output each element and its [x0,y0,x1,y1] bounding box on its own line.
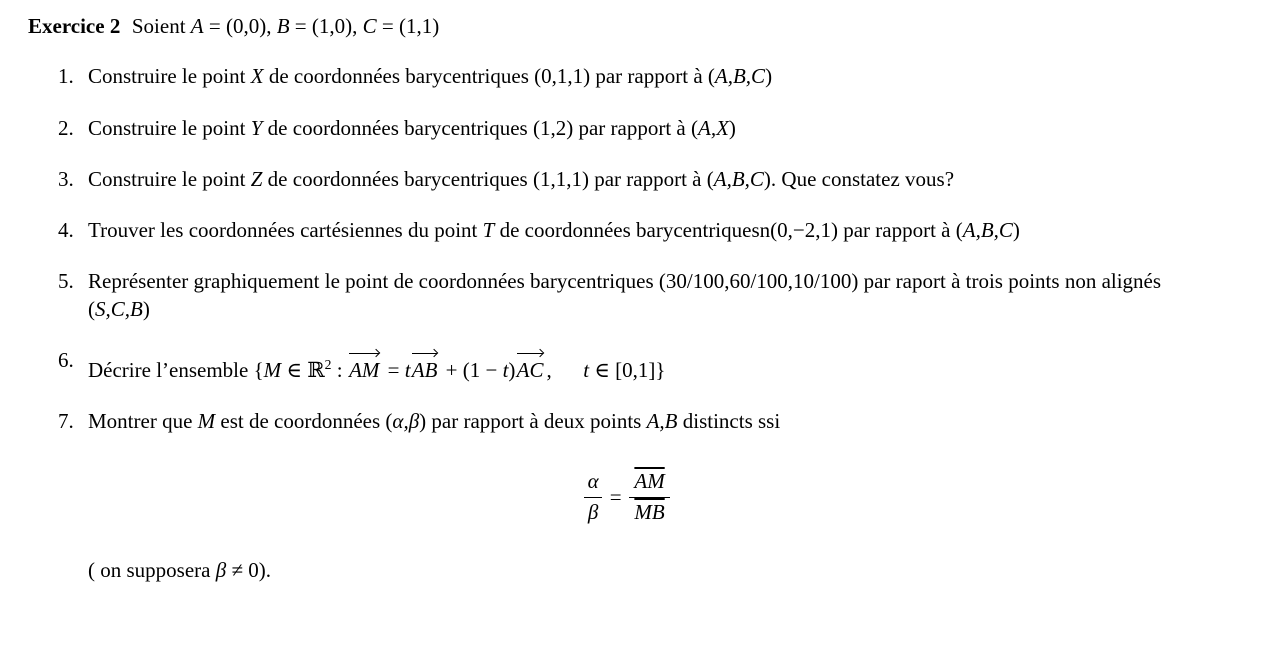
exercise-item-5 [58,268,1233,323]
item-number: 2. [58,115,74,140]
item-number: 7. [58,409,74,434]
exercise-item-6 [58,347,1233,384]
item-text: Décrire l’ensemble {M ∈ ℝ$^2$ : AM = tAB + (1 − t)AC , t ∈ [0,1]} [88,347,1166,384]
item-text: Montrer que M est de coordonnées (α,β) par rapport à deux points A,B distincts ssi [88,409,781,434]
fraction-numerator: α [587,468,599,493]
item-number: 1. [58,64,74,89]
item-number: 6. [58,348,74,373]
exercise-item-7 [58,408,1233,584]
item-text: Représenter graphiquement le point de coordonnées barycentriques (30/100,60/100,10/100) par raport à trois points non alignés (S,C,B) [88,269,1162,321]
fraction-alpha-beta [584,468,603,527]
fraction-am-mb [629,468,670,527]
equation-row [584,468,670,527]
item-text: Trouver les coordonnées cartésiennes du point T de coordonnées barycentriquesn(0,−2,1) par rapport à (A,B,C) [88,218,1020,243]
exercise-header: Exercice 2 Soient A = (0,0), B = (1,0), C = (1,1) [28,14,440,38]
item-text: Construire le point Z de coordonnées barycentriques (1,1,1) par rapport à (A,B,C). Que constatez vous? [88,166,955,191]
fraction-denominator: β [584,497,602,527]
exercise-item-2 [58,115,1233,142]
fraction-numerator: $\overline{AM}$ [634,468,665,493]
item-text: Construire le point X de coordonnées barycentriques (0,1,1) par rapport à (A,B,C) [88,64,773,89]
equals-sign: = [609,484,622,509]
exercise-list [28,63,1233,584]
exercise-item-1 [58,63,1233,90]
exercise-item-3 [58,166,1233,193]
item-number: 5. [58,269,74,294]
equation-block [88,468,1166,527]
fraction-denominator: MB [629,497,670,527]
item-number: 4. [58,218,74,243]
item-number: 3. [58,166,74,191]
item-7-body [88,408,1166,584]
footnote: ( on supposera β ≠ 0). [88,557,271,582]
exercise-item-4 [58,217,1233,244]
item-text: Construire le point Y de coordonnées barycentriques (1,2) par rapport à (A,X) [88,115,736,140]
